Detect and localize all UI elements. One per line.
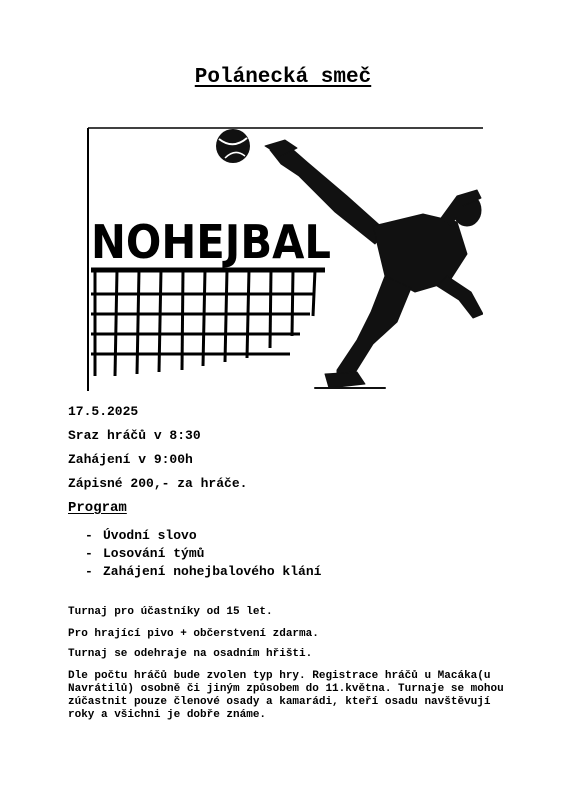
meetup-time: Sraz hráčů v 8:30 (68, 428, 201, 443)
list-item: - Úvodní slovo (85, 528, 197, 543)
entry-fee: Zápisné 200,- za hráče. (68, 476, 248, 491)
nohejbal-artwork (85, 126, 483, 391)
age-note: Turnaj pro účastníky od 15 let. (68, 606, 273, 618)
nohejbal-illustration (85, 126, 483, 391)
location-note: Turnaj se odehraje na osadním hřišti. (68, 648, 313, 660)
refreshments-note: Pro hrající pivo + občerstvení zdarma. (68, 628, 319, 640)
page-title: Polánecká smeč (194, 66, 372, 89)
ball-icon (216, 129, 250, 163)
list-item: - Zahájení nohejbalového klání (85, 564, 322, 579)
nohejbal-word: NOHEJBAL (91, 215, 331, 269)
program-heading: Program (68, 500, 127, 516)
program-list (85, 527, 321, 581)
net-icon (91, 270, 325, 376)
start-time: Zahájení v 9:00h (68, 452, 193, 467)
registration-note: Dle počtu hráčů bude zvolen typ hry. Registrace hráčů u Macáka(u Navrátilů) osobně či jiným způsobem do 11.května. Turnaje se mohou zúčastnit pouze členové osady a kamarádi, kteří osadu navštěvují roky a všichni je dobře známe. (68, 670, 504, 721)
event-date: 17.5.2025 (68, 404, 139, 419)
list-item: - Losování týmů (85, 546, 205, 561)
